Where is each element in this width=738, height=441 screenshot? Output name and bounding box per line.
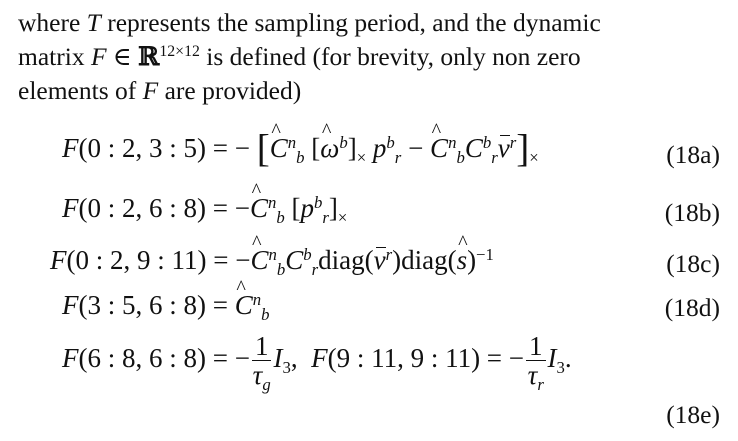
equation-tag-18e: (18e) <box>666 400 720 429</box>
equation-tag-18b: (18b) <box>664 198 720 227</box>
equation-tag-18d: (18d) <box>664 293 720 322</box>
equation-18e: F(6 : 8, 6 : 8) = − $\frac{1}{\tau_g}$ $I_3$, F(9 : 11, 9 : 11) = − $\frac{1}{\tau_r}$ $I_3$. <box>62 331 572 395</box>
fraction-1-over-tau-g: $\frac{1}{\tau_g}$ <box>252 331 271 395</box>
intro-line-3: elements of F are provided) <box>18 76 302 105</box>
equation-18d: F(3 : 5, 6 : 8) = ^ $C^n_b$ <box>62 290 269 321</box>
intro-line-1: where T represents the sampling period, and the dynamic <box>18 8 601 37</box>
equation-18a: F(0 : 2, 3 : 5) = − [^ $C^n_b$ [^ $\omega^b]_\times$ $p^b_r$ − ^ $C^n_bC^b_rv^r]_\times$ <box>62 133 539 164</box>
fraction-1-over-tau-r: $\frac{1}{\tau_r}$ <box>527 331 544 395</box>
equation-tag-18c: (18c) <box>666 249 720 278</box>
equation-18b: F(0 : 2, 6 : 8) = −^ $C^n_b$ $[p^b_r]_\times$ <box>62 193 347 224</box>
intro-paragraph <box>18 6 720 108</box>
intro-line-2: matrix F ∈ ℝ$^{12\times 12}$ is defined (for brevity, only non zero <box>18 42 581 72</box>
equation-18c: F(0 : 2, 9 : 11) = −^ $C^n_bC^b_rdiag(v^r)diag(\^{}$ s)$^{-1}$ <box>50 245 494 276</box>
equation-tag-18a: (18a) <box>666 140 720 169</box>
